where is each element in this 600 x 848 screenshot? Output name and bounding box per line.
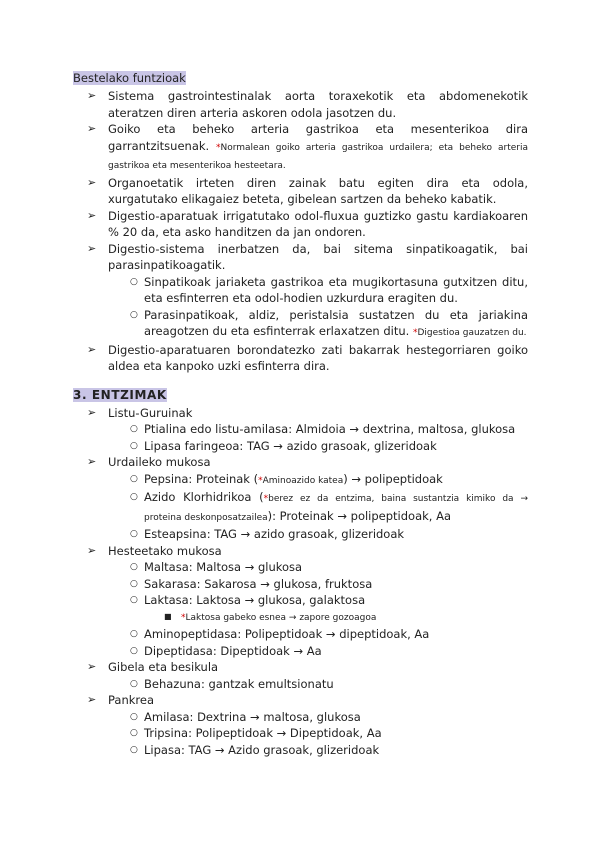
section-title-bestelako: Bestelako funtzioak — [73, 71, 186, 85]
section-title-entzimak: 3. ENTZIMAK — [73, 387, 167, 402]
arrow-bullet-icon: ➢ — [87, 455, 97, 468]
circle-bullet-icon: ○ — [130, 276, 138, 287]
sub-list-item: ○ Lipasa: TAG → Azido grasoak, glizeridoak — [130, 742, 380, 757]
sub-sub-list-item: ■ *Laktosa gabeko esnea → zapore gozoagoa — [144, 609, 528, 627]
list-item: ➢ Digestio-aparatuaren borondatezko zati bakarrak hestegorriaren goiko aldea eta kanpoko uzki esfinterra dira. — [87, 342, 528, 373]
sub-list-item: ○ Amilasa: Dextrina → maltosa, glukosa — [130, 709, 361, 724]
circle-bullet-icon: ○ — [130, 678, 138, 689]
arrow-bullet-icon: ➢ — [87, 693, 97, 706]
arrow-bullet-icon: ➢ — [87, 342, 97, 356]
list-item-pankrea: ➢ Pankrea ○ Amilasa: Dextrina → maltosa, glukosa ○ Tripsina: Polipeptidoak → Dipeptidoak, Aa ○ Lipasa: TAG → Azido grasoak, glizeridoak — [73, 692, 528, 758]
circle-bullet-icon: ○ — [130, 440, 138, 451]
list-item-gibela: ➢ Gibela eta besikula ○ Behazuna: gantzak emultsionatu — [73, 659, 528, 692]
circle-bullet-icon: ○ — [130, 629, 138, 639]
sub-list — [108, 274, 528, 342]
circle-bullet-icon: ○ — [130, 562, 138, 572]
list-item: ➢ Digestio-aparatuak irrigatutako odol-fluxua guztizko gastu kardiakoaren % 20 da, eta asko handitzen da jan ondoren. — [87, 208, 528, 239]
circle-bullet-icon: ○ — [130, 728, 138, 738]
circle-bullet-icon: ○ — [130, 595, 138, 605]
arrow-bullet-icon: ➢ — [87, 543, 97, 557]
circle-bullet-icon: ○ — [130, 711, 138, 722]
sub-list-item: ○ Sinpatikoak jariaketa gastrikoa eta mugikortasuna gutxitzen ditu, eta esfinterren eta odol-hodien uzkurdura eragiten du. — [130, 274, 528, 305]
bullet-list-bestelako — [73, 88, 528, 375]
sub-list-item: ○ Lipasa faringeoa: TAG → azido grasoak, glizeridoak — [130, 438, 437, 453]
list-item: ➢ Sistema gastrointestinalak aorta toraxekotik eta abdomenekotik ateratzen diren arteria askoren odola jasotzen du. — [87, 89, 528, 120]
sub-list — [108, 421, 528, 454]
sub-list — [108, 471, 528, 543]
sub-list — [108, 559, 528, 659]
list-item: ➢ Goiko eta beheko arteria gastrikoa eta mesenterikoa dira garrantzitsuenak. *Normalean goiko arteria gastrikoa urdailera; eta beheko arteria gastrikoa eta mesenterikoa hesteetara. — [87, 122, 529, 171]
arrow-bullet-icon: ➢ — [87, 208, 97, 222]
sub-list-item: ○ Aminopeptidasa: Polipeptidoak → dipeptidoak, Aa — [130, 627, 430, 641]
sub-list-item: ○ Dipeptidasa: Dipeptidoak → Aa — [130, 643, 322, 658]
sub-list-item: ○ Pepsina: Proteinak (*Aminoazido katea) → polipeptidoak — [130, 471, 443, 486]
sub-list-item: ○ Esteapsina: TAG → azido grasoak, glizeridoak — [130, 527, 405, 541]
list-item-hesteetako-mukosa: ➢ Hesteetako mukosa ○ Maltasa: Maltosa → glukosa ○ Sakarasa: Sakarosa → glukosa, fruktosa ○ Laktasa: Laktosa → glukosa, galaktosa ■ *Laktosa gabeko esnea → zapore gozoagoa ○ Aminopeptidasa: Polipeptidoak → dipeptidoak, Aa ○ Dipeptidasa: Dipeptidoak → Aa — [73, 543, 528, 660]
list-item-urdaileko-mukosa: ➢ Urdaileko mukosa ○ Pepsina: Proteinak (*Aminoazido katea) → polipeptidoak ○ Azido Klorhidrikoa (*berez ez da entzima, baina sustantzia kimiko da → proteina deskonposatzailea): Proteinak → polipeptidoak, Aa ○ Esteapsina: TAG → azido grasoak, glizeridoak — [87, 455, 528, 541]
arrow-bullet-icon: ➢ — [87, 241, 97, 255]
sub-list — [108, 676, 528, 693]
arrow-bullet-icon: ➢ — [87, 405, 97, 419]
list-item: ➢ Organoetatik irteten diren zainak batu egiten dira eta odola, xurgatutako elikagaiez beteta, gibelean sartzen da beheko kabatik. — [87, 175, 528, 206]
sub-list-item: ○ Tripsina: Polipeptidoak → Dipeptidoak, Aa — [130, 726, 382, 740]
circle-bullet-icon: ○ — [130, 492, 138, 502]
arrow-bullet-icon: ➢ — [87, 175, 97, 189]
sub-list-item: ○ Azido Klorhidrikoa (*berez ez da entzima, baina sustantzia kimiko da → proteina deskonposatzailea): Proteinak → polipeptidoak, Aa — [130, 490, 528, 523]
arrow-bullet-icon: ➢ — [87, 122, 97, 135]
circle-bullet-icon: ○ — [130, 744, 138, 755]
sub-list — [108, 709, 528, 759]
sub-list-item: ○ Parasinpatikoak, aldiz, peristalsia sustatzen du eta jariakina areagotzen du eta esfinterrak erlaxatzen ditu. *Digestioa gauzatzen du. — [130, 307, 528, 338]
list-item: ➢ Digestio-sistema inerbatzen da, bai sitema sinpatikoagatik, bai parasinpatikoagatik. ○ Sinpatikoak jariaketa gastrikoa eta mugikortasuna gutxitzen ditu, eta esfinterren eta odol-hodien uzkurdura eragiten du. ○ Parasinpatikoak, aldiz, peristalsia sustatzen du eta jariakina areagotzen du eta esfinterrak erlaxatzen ditu. *Digestioa gauzatzen du. — [73, 241, 528, 342]
sub-list-item: ○ Sakarasa: Sakarosa → glukosa, fruktosa — [130, 576, 373, 591]
sub-sub-list — [144, 609, 528, 627]
circle-bullet-icon: ○ — [130, 473, 138, 484]
circle-bullet-icon: ○ — [130, 309, 138, 320]
circle-bullet-icon: ○ — [130, 578, 138, 589]
bullet-list-entzimak — [73, 405, 528, 759]
square-bullet-icon: ■ — [164, 611, 172, 621]
sub-list-item: ○ Ptialina edo listu-amilasa: Almidoia → dextrina, maltosa, glukosa — [130, 422, 516, 436]
sub-list-item: ○ Maltasa: Maltosa → glukosa — [130, 560, 303, 574]
document-content — [73, 70, 528, 758]
sub-list-item: ○ Laktasa: Laktosa → glukosa, galaktosa ■ *Laktosa gabeko esnea → zapore gozoagoa — [108, 592, 528, 626]
arrow-bullet-icon: ➢ — [87, 89, 97, 102]
sub-list-item: ○ Behazuna: gantzak emultsionatu — [130, 676, 334, 691]
circle-bullet-icon: ○ — [130, 645, 138, 656]
arrow-bullet-icon: ➢ — [87, 660, 97, 673]
list-item-listu-guruinak: ➢ Listu-Guruinak ○ Ptialina edo listu-amilasa: Almidoia → dextrina, maltosa, glukosa ○ Lipasa faringeoa: TAG → azido grasoak, glizeridoak — [73, 405, 528, 455]
circle-bullet-icon: ○ — [130, 424, 138, 434]
circle-bullet-icon: ○ — [130, 529, 138, 539]
